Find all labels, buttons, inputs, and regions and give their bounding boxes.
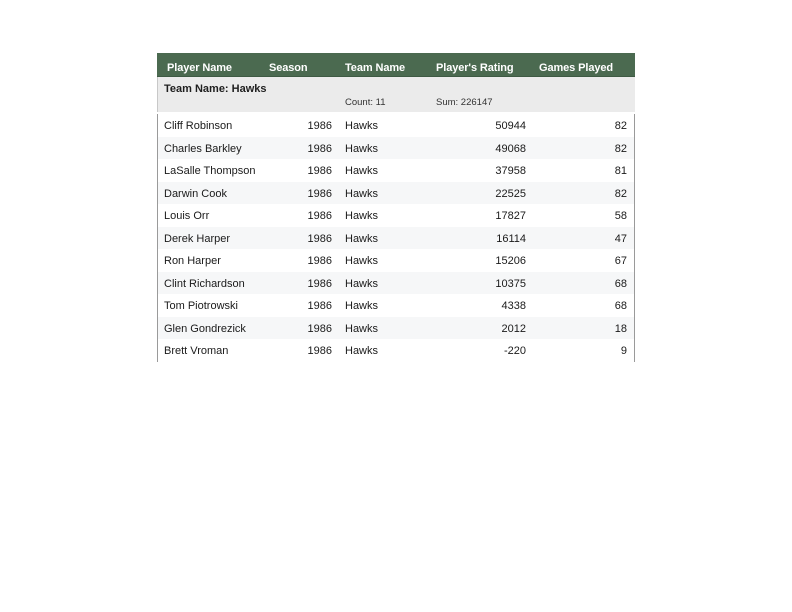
cell-player-name: Derek Harper [164,232,231,245]
cell-players-rating: 10375 [495,277,526,290]
table-row[interactable] [158,227,634,250]
table-row[interactable] [158,249,634,272]
table-body [157,114,635,362]
table-row[interactable] [158,204,634,227]
cell-games-played: 68 [614,277,627,290]
cell-games-played: 82 [614,120,627,132]
cell-team-name: Hawks [345,345,379,357]
cell-season: 1986 [307,322,332,335]
cell-season: 1986 [307,300,332,312]
table-row[interactable] [158,137,634,160]
table-header [157,53,635,77]
cell-season: 1986 [307,345,332,357]
cell-season: 1986 [307,232,332,245]
cell-player-name: LaSalle Thompson [164,165,256,177]
cell-games-played: 68 [614,300,627,312]
cell-player-name: Darwin Cook [164,187,227,200]
cell-player-name: Cliff Robinson [164,120,233,132]
cell-players-rating: 15206 [495,255,526,267]
table-row[interactable] [158,182,634,205]
cell-players-rating: 17827 [495,210,526,222]
table-row[interactable] [158,272,634,295]
cell-games-played: 9 [620,345,627,357]
cell-games-played: 47 [614,232,627,245]
cell-players-rating: 49068 [495,142,526,155]
cell-season: 1986 [307,255,332,267]
cell-team-name: Hawks [345,232,379,245]
cell-team-name: Hawks [345,300,379,312]
cell-team-name: Hawks [345,277,379,290]
group-sum: Sum: 226147 [436,97,493,108]
cell-season: 1986 [307,120,332,132]
column-header-player-name[interactable]: Player Name [167,62,232,74]
cell-player-name: Tom Piotrowski [164,300,238,312]
cell-player-name: Ron Harper [164,255,221,267]
cell-games-played: 82 [614,142,627,155]
table-row[interactable] [158,159,634,182]
cell-player-name: Brett Vroman [164,345,229,357]
cell-games-played: 18 [614,322,627,335]
cell-games-played: 58 [614,210,627,222]
group-header[interactable] [157,77,635,112]
cell-team-name: Hawks [345,187,379,200]
group-count: Count: 11 [345,97,386,108]
column-header-games-played[interactable]: Games Played [539,62,614,74]
column-header-players-rating[interactable]: Player's Rating [436,62,514,74]
cell-season: 1986 [307,277,332,290]
table-row[interactable] [158,339,634,362]
cell-players-rating: 37958 [495,165,526,177]
cell-players-rating: 50944 [495,120,526,132]
cell-team-name: Hawks [345,120,379,132]
cell-player-name: Charles Barkley [164,142,242,155]
cell-team-name: Hawks [345,210,379,222]
cell-team-name: Hawks [345,142,379,155]
cell-players-rating: 22525 [495,187,526,200]
table-row[interactable] [158,317,634,340]
cell-players-rating: 4338 [501,300,526,312]
group-title: Team Name: Hawks [164,83,267,95]
cell-team-name: Hawks [345,255,379,267]
cell-games-played: 67 [614,255,627,267]
cell-season: 1986 [307,210,332,222]
cell-players-rating: 16114 [496,232,526,245]
cell-team-name: Hawks [345,165,379,177]
cell-player-name: Louis Orr [164,210,210,222]
report-table [157,53,635,362]
cell-players-rating: -220 [503,345,526,357]
cell-season: 1986 [307,165,332,177]
column-header-team-name[interactable]: Team Name [345,62,406,74]
cell-season: 1986 [307,187,332,200]
cell-team-name: Hawks [345,322,379,335]
table-row[interactable] [158,294,634,317]
table-row[interactable] [158,114,634,137]
cell-players-rating: 2012 [501,322,526,335]
cell-games-played: 81 [614,165,627,177]
cell-player-name: Glen Gondrezick [164,322,246,335]
cell-player-name: Clint Richardson [164,277,245,290]
cell-season: 1986 [307,142,332,155]
cell-games-played: 82 [614,187,627,200]
column-header-season[interactable]: Season [269,62,308,74]
